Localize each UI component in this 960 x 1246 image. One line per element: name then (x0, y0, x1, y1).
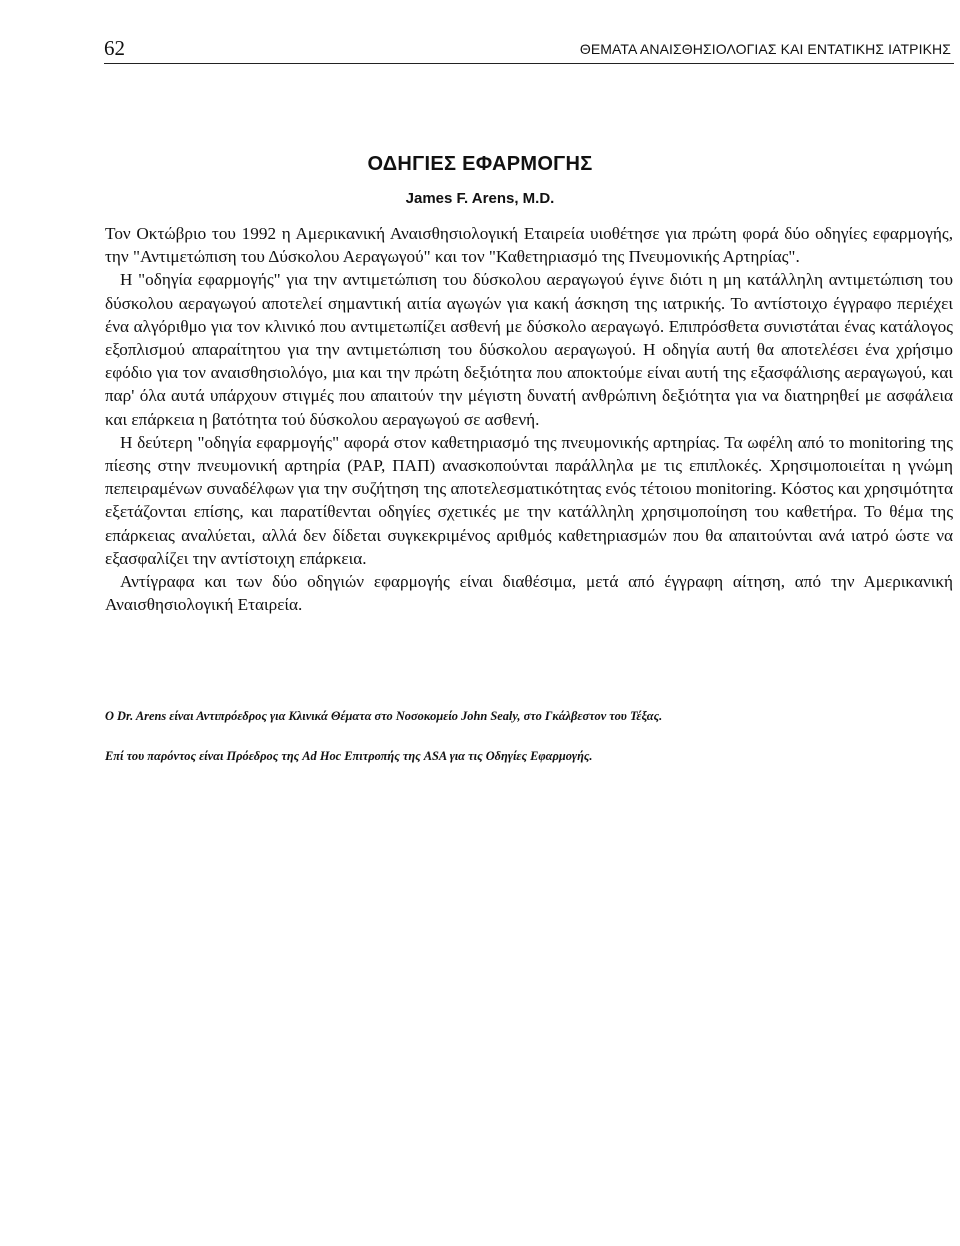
author-notes (105, 708, 953, 764)
article-author: James F. Arens, M.D. (405, 190, 555, 207)
header-rule (104, 63, 954, 64)
page-header (104, 36, 954, 66)
running-head: ΘΕΜΑΤΑ ΑΝΑΙΣΘΗΣΙΟΛΟΓΙΑΣ ΚΑΙ ΕΝΤΑΤΙΚΗΣ ΙΑΤΡΙΚΗΣ (579, 41, 951, 57)
body-paragraph: Η "οδηγία εφαρμογής" για την αντιμετώπιση του δύσκολου αεραγωγού έγινε διότι η μη κατάλληλη αντιμετώπιση του δύσκολου αεραγωγού αποτελεί σημαντική αιτία αγωγών για κακή άσκηση της ιατρικής. Το αντίστοιχο έγγραφο περιέχει ένα αλγόριθμο για τον κλινικό που αντιμετωπίζει ασθενή με δύσκολο αεραγωγό. Επιπρόσθετα συνιστάται ένας κατάλογος εξοπλισμού απαραίτητου για την αντιμετώπιση του δύσκολου αεραγωγού. Η οδηγία αυτή θα αποτελέσει ένα χρήσιμο εφόδιο για τον αναισθησιολόγο, μια και την πρώτη δεξιότητα που αποκτούμε είναι αυτή της εξασφάλισης αεραγωγού, και παρ' όλα αυτά υπάρχουν στιγμές που απαιτούν την μέγιστη δυνατή ανθρώπινη δεξιότητα για να διατηρηθεί με ασφάλεια και επάρκεια η βατότητα τού δύσκολου αεραγωγού σε ασθενή. (105, 270, 953, 429)
article-body (105, 222, 953, 616)
body-paragraph: Η δεύτερη "οδηγία εφαρμογής" αφορά στον καθετηριασμό της πνευμονικής αρτηρίας. Τα ωφέλη από το monitoring της πίεσης στην πνευμονική αρτηρία (PAP, ΠΑΠ) ανασκοπούνται παράλληλα με τις επιπλοκές. Χρησιμοποιείται η γνώμη πεπειραμένων συναδέλφων για την συζήτηση της αποτελεσματικότητας ενός τέτοιου monitoring. Κόστος και χρησιμότητα εξετάζονται επίσης, και παρατίθενται οδηγίες σχετικές με την κατάλληλη χρησιμοποίηση του καθετήρα. Το θέμα της επάρκειας αναλύεται, αλλά δεν δίδεται συγκεκριμένος αριθμός καθετηριασμών που θα απαιτούνται ανά ιατρό ώστε να εξασφαλίζει την αντίστοιχη επάρκεια. (105, 432, 953, 568)
body-paragraph: Αντίγραφα και των δύο οδηγιών εφαρμογής είναι διαθέσιμα, μετά από έγγραφη αίτηση, από την Αμερικανική Αναισθησιολογική Εταιρεία. (105, 572, 953, 615)
page-number: 62 (104, 36, 125, 60)
author-note: Επί του παρόντος είναι Πρόεδρος της Ad Hoc Επιτροπής της ASA για τις Οδηγίες Εφαρμογής. (105, 749, 593, 763)
body-paragraph: Τον Οκτώβριο του 1992 η Αμερικανική Αναισθησιολογική Εταιρεία υιοθέτησε για πρώτη φορά δύο οδηγίες εφαρμογής, την "Αντιμετώπιση του Δύσκολου Αεραγωγού" και τον "Καθετηριασμό της Πνευμονικής Αρτηρίας". (105, 224, 953, 267)
article-title: ΟΔΗΓΙΕΣ ΕΦΑΡΜΟΓΗΣ (367, 153, 593, 175)
author-note: Ο Dr. Arens είναι Αντιπρόεδρος για Κλινικά Θέματα στο Νοσοκομείο John Sealy, στο Γκάλβεστον του Τέξας. (105, 709, 663, 723)
